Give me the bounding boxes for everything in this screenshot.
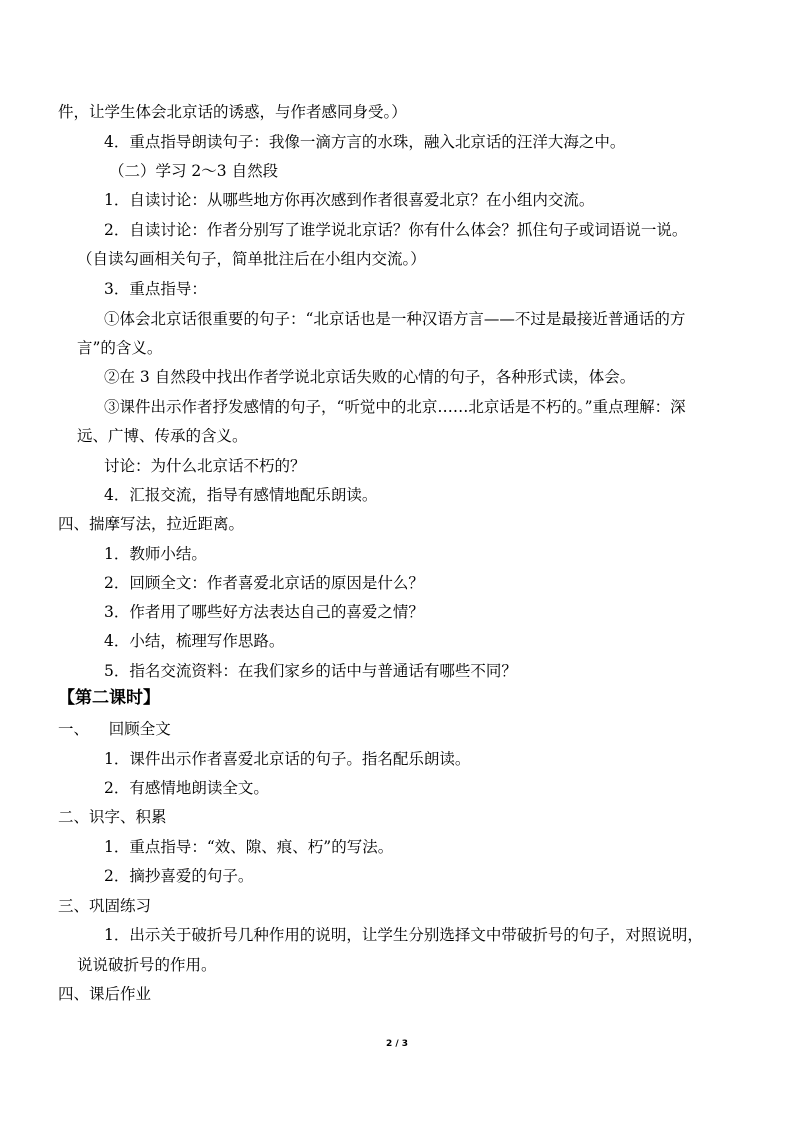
text-line: ②在 3 自然段中找出作者学说北京话失败的心情的句子，各种形式读，体会。	[104, 368, 636, 386]
text-line: 4．小结，梳理写作思路。	[104, 632, 285, 650]
lesson-heading: 【第二课时】	[58, 688, 160, 708]
section-heading: 一、 回顾全文	[58, 720, 171, 738]
section-heading: 四、揣摩写法，拉近距离。	[58, 515, 245, 533]
text-line: 1．自读讨论：从哪些地方你再次感到作者很喜爱北京？在小组内交流。	[104, 191, 595, 209]
page-number: 2 / 3	[385, 1039, 409, 1049]
text-line: 远、广博、传承的含义。	[77, 427, 248, 445]
text-line: 1．重点指导：“效、隙、痕、朽”的写法。	[104, 838, 394, 856]
text-line: 4．重点指导朗读句子：我像一滴方言的水珠，融入北京话的汪洋大海之中。	[104, 133, 626, 151]
section-heading: 二、识字、积累	[58, 808, 167, 826]
text-line: ③课件出示作者抒发感情的句子，“听觉中的北京……北京话是不朽的。”重点理解：深	[104, 398, 686, 416]
text-line: 2．回顾全文：作者喜爱北京话的原因是什么？	[104, 574, 424, 592]
text-line: 2．摘抄喜爱的句子。	[104, 867, 254, 885]
text-line: 2．自读讨论：作者分别写了谁学说北京话？你有什么体会？抓住句子或词语说一说。	[104, 221, 688, 239]
text-line: 1．课件出示作者喜爱北京话的句子。指名配乐朗读。	[104, 750, 471, 768]
text-line: 1．教师小结。	[104, 545, 207, 563]
text-line: 讨论：为什么北京话不朽的？	[104, 457, 306, 475]
text-line: ①体会北京话很重要的句子：“北京话也是一种汉语方言——不过是最接近普通话的方	[104, 310, 686, 328]
text-line: （自读勾画相关句子，简单批注后在小组内交流。）	[77, 250, 426, 268]
text-line: 2．有感情地朗读全文。	[104, 779, 269, 797]
text-line: 3．重点指导：	[104, 280, 207, 298]
text-line: 3．作者用了哪些好方法表达自己的喜爱之情？	[104, 603, 424, 621]
section-heading: 三、巩固练习	[58, 897, 152, 915]
text-line: 件，让学生体会北京话的诱惑，与作者感同身受。）	[58, 103, 407, 121]
text-line: 5．指名交流资料：在我们家乡的话中与普通话有哪些不同？	[104, 662, 517, 680]
section-heading: 四、课后作业	[58, 985, 152, 1003]
text-line: 说说破折号的作用。	[77, 956, 217, 974]
text-line: 4．汇报交流，指导有感情地配乐朗读。	[104, 486, 378, 504]
text-line: 1．出示关于破折号几种作用的说明，让学生分别选择文中带破折号的句子，对照说明，	[104, 926, 703, 944]
text-line: 言”的含义。	[77, 339, 163, 357]
section-heading: （二）学习 2～3 自然段	[109, 162, 279, 180]
